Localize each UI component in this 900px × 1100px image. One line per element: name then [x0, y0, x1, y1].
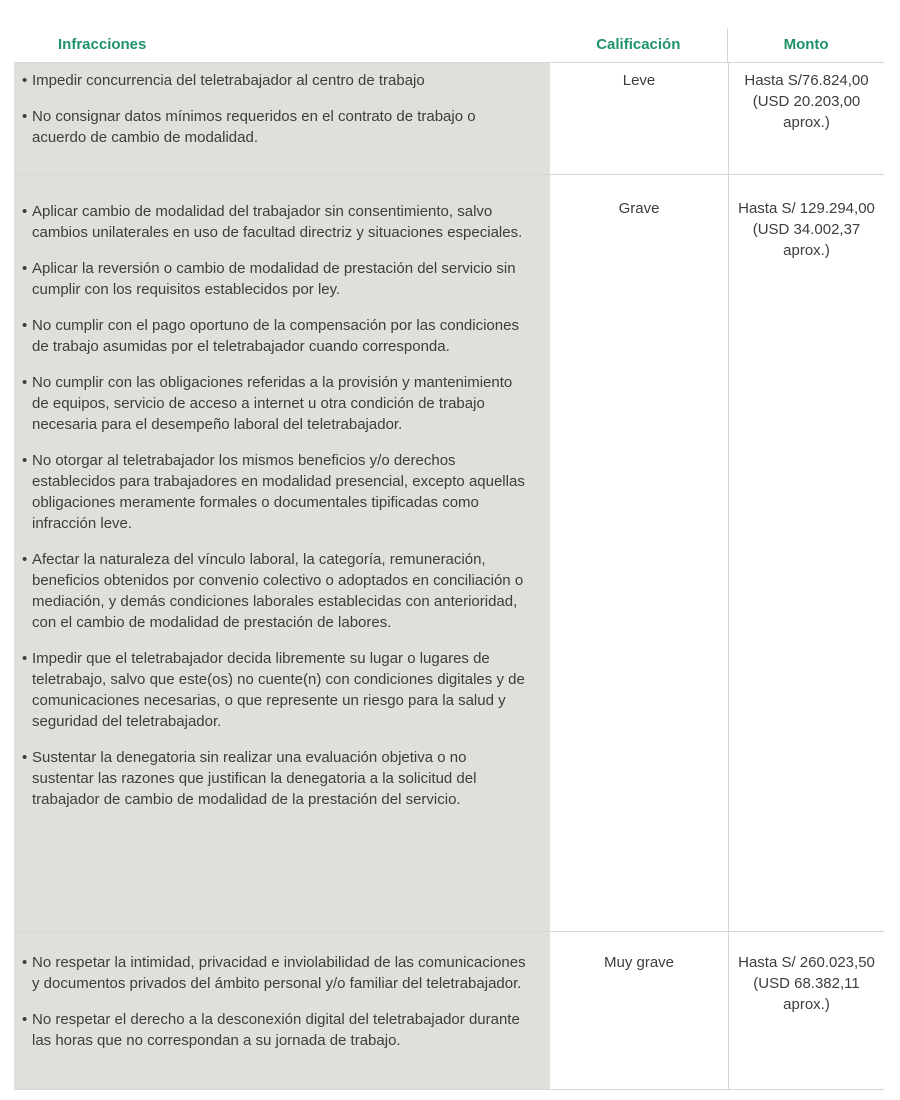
bullet-icon: •: [22, 108, 28, 125]
list-item: • No respetar la intimidad, privacidad e inviolabilidad de las comunicaciones y documentos privados del ámbito personal y/o familiar del teletrabajador.: [22, 954, 526, 992]
header-infracciones: Infracciones: [58, 36, 147, 53]
calificacion-cell: Grave: [618, 200, 660, 217]
infractions-table: [14, 28, 884, 1090]
monto-cell: Hasta S/ 129.294,00 (USD 34.002,37 aprox.): [728, 175, 884, 931]
table-row-grave: [14, 175, 884, 932]
infracciones-cell: [14, 175, 550, 931]
monto-cell: Hasta S/76.824,00 (USD 20.203,00 aprox.): [728, 63, 884, 174]
infracciones-cell: [14, 932, 550, 1089]
table-row-leve: [14, 63, 884, 175]
bullet-icon: •: [22, 650, 28, 667]
bullet-icon: •: [22, 260, 28, 277]
list-item: • No otorgar al teletrabajador los mismos beneficios y/o derechos establecidos para trabajadores en modalidad presencial, excepto aquellas obligaciones meramente formales o documentales tipificadas como infracción leve.: [22, 452, 525, 532]
header-calificacion: Calificación: [596, 36, 681, 53]
bullet-icon: •: [22, 954, 28, 971]
list-item: • No respetar el derecho a la desconexión digital del teletrabajador durante las horas que no correspondan a su jornada de trabajo.: [22, 1011, 520, 1049]
list-item: • No cumplir con el pago oportuno de la compensación por las condiciones de trabajo asumidas por el teletrabajador cuando corresponda.: [22, 317, 519, 355]
list-item: • Impedir que el teletrabajador decida libremente su lugar o lugares de teletrabajo, salvo que este(os) no cuente(n) con condiciones digitales y de comunicaciones necesarias, o que represente un riesgo para la salud y seguridad del teletrabajador.: [22, 650, 525, 730]
infracciones-cell: [14, 63, 550, 174]
bullet-icon: •: [22, 452, 28, 469]
bullet-icon: •: [22, 1011, 28, 1028]
bullet-icon: •: [22, 203, 28, 220]
list-item: • Afectar la naturaleza del vínculo laboral, la categoría, remuneración, beneficios obtenidos por convenio colectivo o adoptados en conciliación o mediación, y demás condiciones laborales establecidas con anterioridad, con el cambio de modalidad de prestación de labores.: [22, 551, 524, 631]
bullet-icon: •: [22, 317, 28, 334]
calificacion-cell: Muy grave: [603, 954, 675, 971]
bullet-icon: •: [22, 72, 28, 89]
list-item: • No cumplir con las obligaciones referidas a la provisión y mantenimiento de equipos, servicio de acceso a internet u otra condición de trabajo necesaria para el desempeño laboral del teletrabajador.: [22, 374, 513, 433]
list-item: • Impedir concurrencia del teletrabajador al centro de trabajo: [22, 72, 425, 89]
bullet-icon: •: [22, 374, 28, 391]
table-header: [14, 28, 884, 63]
list-item: • Aplicar la reversión o cambio de modalidad de prestación del servicio sin cumplir con los requisitos establecidos por ley.: [22, 260, 516, 298]
list-item: • Sustentar la denegatoria sin realizar una evaluación objetiva o no sustentar las razones que justifican la denegatoria a la solicitud del trabajador de cambio de modalidad de la prestación del servicio.: [22, 749, 477, 808]
list-item: • Aplicar cambio de modalidad del trabajador sin consentimiento, salvo cambios unilaterales en uso de facultad directriz y situaciones especiales.: [22, 203, 523, 241]
list-item: • No consignar datos mínimos requeridos en el contrato de trabajo o acuerdo de cambio de modalidad.: [22, 108, 476, 146]
calificacion-cell: Leve: [622, 72, 656, 89]
bullet-icon: •: [22, 551, 28, 568]
monto-cell: Hasta S/ 260.023,50 (USD 68.382,11 aprox.): [728, 932, 884, 1089]
bullet-icon: •: [22, 749, 28, 766]
header-monto: Monto: [727, 28, 884, 62]
table-row-muy-grave: [14, 932, 884, 1090]
